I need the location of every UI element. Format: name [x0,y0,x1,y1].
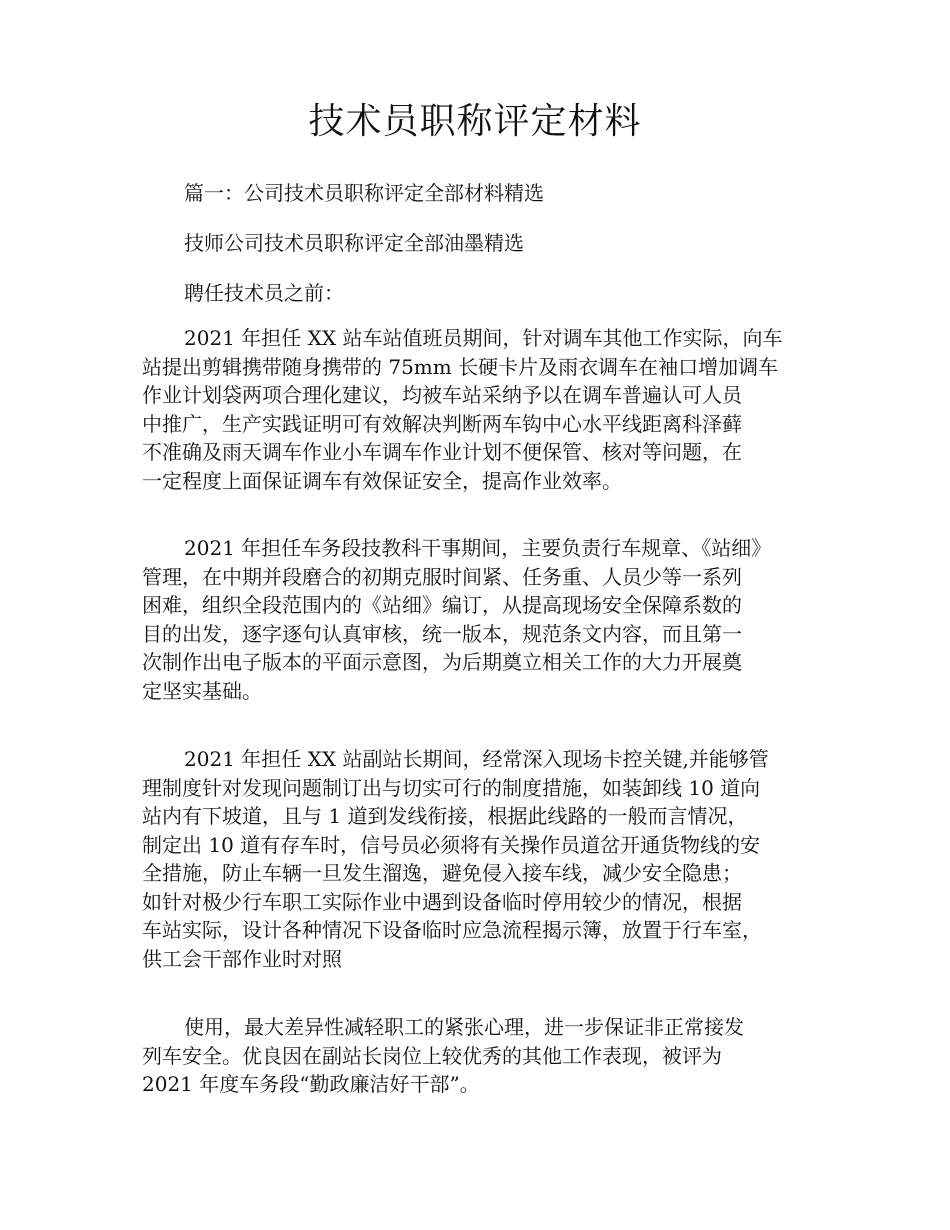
paragraph-line: 站提出剪辑携带随身携带的 75mm 长硬卡片及雨衣调车在袖口增加调车 [142,354,779,379]
paragraph-2 [142,229,832,258]
paragraph-3 [142,279,832,308]
paragraph-line: 聘任技术员之前： [184,281,344,305]
paragraph-line: 车站实际，设计各种情况下设备临时应急流程揭示簿，放置于行车室， [142,918,762,942]
paragraph-line: 2021 年担任 XX 站车站值班员期间，针对调车其他工作实际，向车 [184,326,783,350]
paragraph-line: 2021 年度车务段“勤政廉洁好干部”。 [142,1072,480,1096]
paragraph-line: 目的出发，逐字逐句认真审核，统一版本，规范条文内容，而且第一 [142,621,742,646]
paragraph-line: 站内有下坡道，且与 1 道到发线衔接，根据此线路的一般而言情况， [142,804,748,828]
paragraph-line: 困难，组织全段范围内的《站细》编订，从提高现场安全保障系数的 [142,593,742,617]
paragraph-line: 中推广，生产实践证明可有效解决判断两车钩中心水平线距离科泽藓 [142,411,742,436]
paragraph-line: 次制作出电子版本的平面示意图，为后期奠立相关工作的大力开展奠 [142,650,742,674]
paragraph-5 [142,534,832,705]
paragraph-6 [142,745,832,973]
paragraph-line: 技师公司技术员职称评定全部油墨精选 [184,231,524,255]
paragraph-4 [142,324,832,495]
paragraph-line: 一定程度上面保证调车有效保证安全，提高作业效率。 [142,468,622,493]
paragraph-line: 篇一：公司技术员职称评定全部材料精选 [184,181,544,205]
paragraph-line: 如针对极少行车职工实际作业中遇到设备临时停用较少的情况，根据 [142,889,742,914]
paragraph-line: 2021 年担任车务段技教科干事期间，主要负责行车规章、《站细》 [184,536,772,560]
paragraph-line: 供工会干部作业时对照 [142,946,342,971]
paragraph-line: 作业计划袋两项合理化建议，均被车站采纳予以在调车普遍认可人员 [142,383,742,407]
paragraph-line: 不准确及雨天调车作业小车调车作业计划不便保管、核对等问题，在 [142,440,742,464]
paragraph-line: 管理，在中期并段磨合的初期克服时间紧、任务重、人员少等一系列 [142,564,742,589]
paragraph-line: 理制度针对发现问题制订出与切实可行的制度措施，如装卸线 10 道向 [142,775,761,800]
paragraph-line: 定坚实基础。 [142,678,262,703]
paragraph-line: 使用，最大差异性减轻职工的紧张心理，进一步保证非正常接发 [184,1015,744,1039]
document-title: 技术员职称评定材料 [308,101,642,142]
paragraph-line: 列车安全。优良因在副站长岗位上较优秀的其他工作表现，被评为 [142,1043,722,1068]
paragraph-1 [142,179,832,208]
paragraph-line: 全措施，防止车辆一旦发生溜逸，避免侵入接车线，减少安全隐患； [142,861,742,885]
paragraph-line: 制定出 10 道有存车时，信号员必须将有关操作员道岔开通货物线的安 [142,832,761,857]
paragraph-7 [142,1013,832,1099]
paragraph-line: 2021 年担任 XX 站副站长期间，经常深入现场卡控关键,并能够管 [184,747,769,771]
